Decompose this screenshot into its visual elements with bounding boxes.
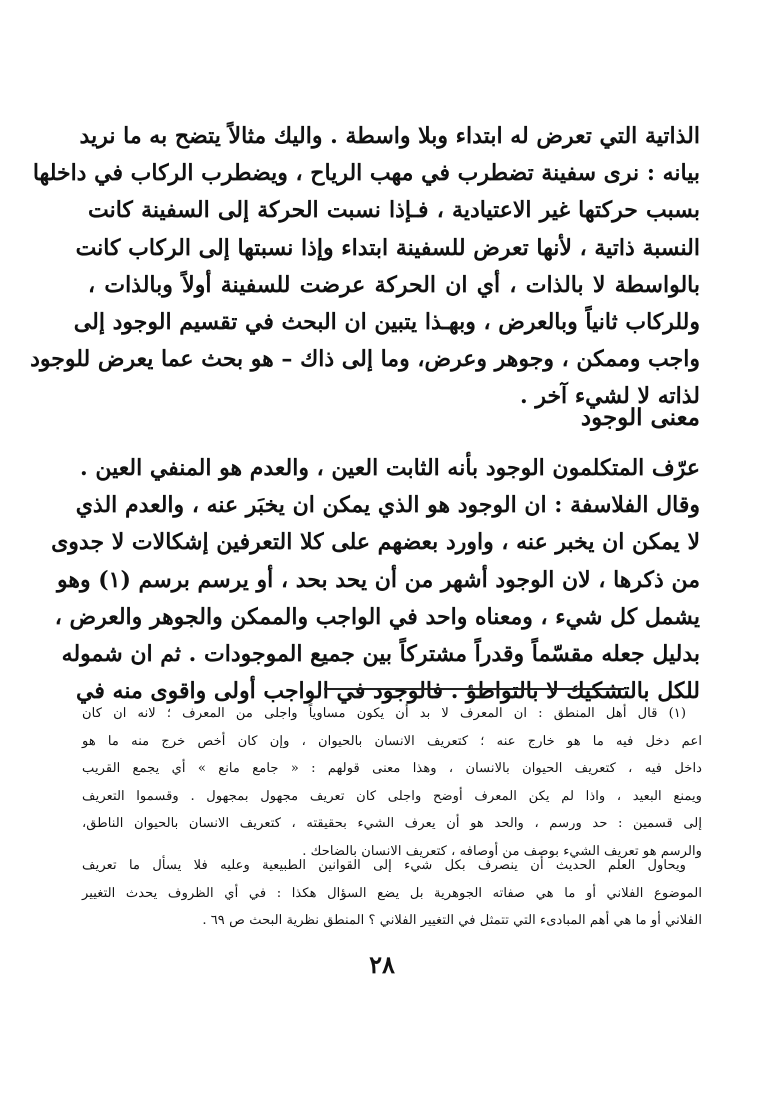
text-line: لذاته لا لشيء آخر . [520, 383, 700, 410]
footnote-line: ويحاول العلم الحديث أن ينصرف بكل شيء إلى القوانين الطبيعية وعليه فلا يسأل ما تعريف [82, 858, 686, 873]
footnote-line: إلى قسمين : حد ورسم ، والحد هو أن يعرف الشيء بحقيقته ، كتعريف الانسان بالحيوان الناطق، [82, 816, 702, 831]
footnote-line: ويمنع البعيد ، واذا لم يكن المعرف أوضح واجلى كان تعريف مجهول بمجهول . وقسموا التعريف [82, 788, 702, 804]
footnote-line: والرسم هو تعريف الشيء بوصف من أوصافه ، كتعريف الانسان بالضاحك . [302, 843, 702, 859]
text-line: للكل بالتشكيك لا بالتواطؤ . فالوجود في الواجب أولى واقوى منه في [76, 678, 700, 705]
footnote-line: (١) قال أهل المنطق : ان المعرف لا بد أن يكون مساوياً واجلى من المعرف ؛ لانه ان كان [82, 706, 686, 721]
text-line: النسبة ذاتية ، لأنها تعرض للسفينة ابتداء وإذا نسبتها إلى الركاب كانت [75, 234, 700, 261]
footnote-2 [82, 852, 702, 935]
text-line: بدليل جعله مقسّماً وقدراً مشتركاً بين جميع الموجودات . ثم ان شموله [61, 641, 700, 668]
text-line: وللركاب ثانياً وبالعرض ، وبهـذا يتبين ان البحث في تقسيم الوجود إلى [73, 309, 700, 336]
section-heading: معنى الوجود [580, 404, 700, 431]
footnote-separator [324, 688, 624, 690]
text-line: من ذكرها ، لان الوجود أشهر من أن يحد بحد ، أو يرسم برسم (١) وهو [56, 566, 700, 593]
footnote-1 [82, 700, 702, 865]
text-line: لا يمكن ان يخبر عنه ، واورد بعضهم على كلا التعرفين إشكالات لا جدوى [51, 529, 700, 556]
text-line: بالواسطة لا بالذات ، أي ان الحركة عرضت للسفينة أولاً وبالذات ، [88, 271, 700, 298]
text-line: وقال الفلاسفة : ان الوجود هو الذي يمكن ان يخبَر عنه ، والعدم الذي [75, 492, 700, 519]
footnote-line: داخل فيه ، كتعريف الحيوان بالانسان ، وهذا معنى قولهم : « جامع مانع » أي يجمع القريب [82, 761, 702, 776]
text-line: واجب وممكن ، وجوهر وعرض، وما إلى ذاك – هو بحث عما يعرض للوجود [30, 346, 700, 373]
text-line: عرّف المتكلمون الوجود بأنه الثابت العين ، والعدم هو المنفي العين . [80, 455, 700, 481]
page-number: ٢٨ [369, 950, 395, 979]
footnote-line: اعم دخل فيه ما هو خارج عنه ؛ كتعريف الانسان بالحيوان ، وإن كان أخص خرج منه ما هو [82, 733, 702, 749]
footnote-line: الفلاني أو ما هي أهم المبادىء التي تتمثل في التغيير الفلاني ؟ المنطق نظرية البحث ص ٦٩ . [202, 913, 702, 928]
text-line: يشمل كل شيء ، ومعناه واحد في الواجب والممكن والجوهر والعرض ، [54, 603, 700, 630]
paragraph-intro [30, 118, 700, 416]
footnote-line: الموضوع الفلاني أو ما هي صفاته الجوهرية بل يضع السؤال هكذا : في أي الظروف يحدث التغيير [82, 885, 702, 901]
text-line: بسبب حركتها غير الاعتيادية ، فـإذا نسبت الحركة إلى السفينة كانت [88, 197, 700, 224]
paragraph-definition [51, 450, 700, 710]
text-line: بيانه : نرى سفينة تضطرب في مهب الرياح ، ويضطرب الركاب في داخلها [32, 160, 700, 187]
text-line: الذاتية التي تعرض له ابتداء وبلا واسطة . واليك مثالاً يتضح به ما نريد [79, 123, 700, 149]
